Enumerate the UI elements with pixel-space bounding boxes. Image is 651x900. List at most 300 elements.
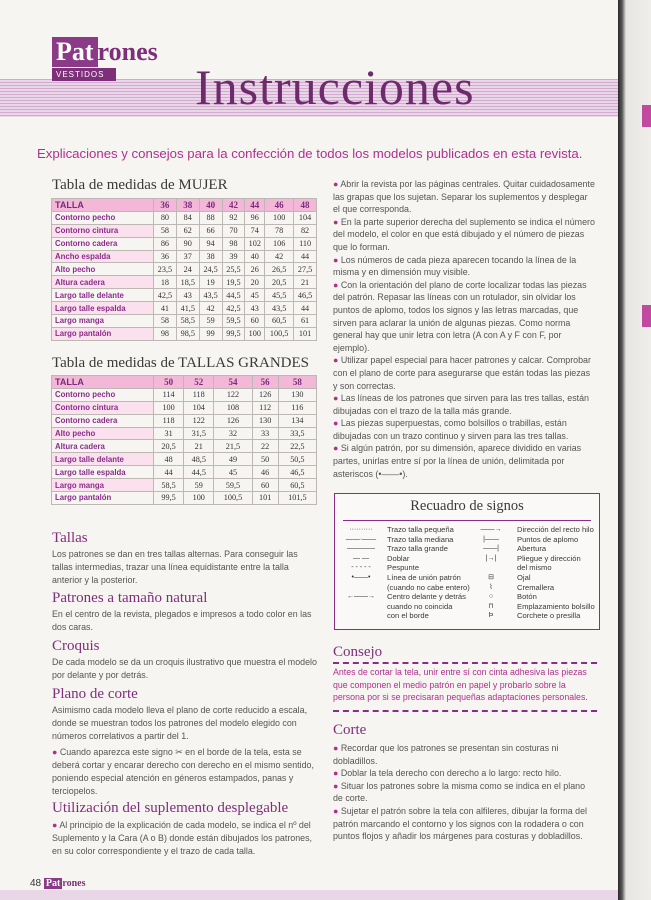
signo-symbol-icon: ————	[347, 545, 375, 553]
bullet-icon: ●	[333, 279, 341, 290]
cell-value: 126	[214, 414, 252, 427]
bullet-icon: ●	[333, 805, 341, 816]
cell-value: 49	[214, 453, 252, 466]
cell-value: 45,5	[265, 289, 294, 302]
signo-symbol-icon: ⊟	[488, 573, 494, 581]
signo-item	[341, 611, 470, 621]
signo-label: Corchete o presilla	[517, 611, 581, 621]
cell-value: 98,5	[176, 327, 199, 340]
cell-value: 60	[252, 479, 278, 492]
cell-value: 106	[265, 237, 294, 250]
table-row	[52, 388, 317, 401]
cell-value: 42,5	[154, 289, 177, 302]
cell-value: 37	[176, 250, 199, 263]
consejo-divider	[333, 710, 597, 712]
list-item-text: Las líneas de los patrones que sirven para las tres tallas, están dibujadas con el trazo de la talla más grande.	[333, 393, 589, 416]
bullet-icon: ●	[333, 355, 341, 366]
signo-label: Trazo talla mediana	[387, 534, 454, 544]
signo-symbol-icon: ○	[488, 593, 494, 601]
cell-value: 38	[199, 250, 222, 263]
cell-value: 33	[252, 427, 278, 440]
cell-value: 70	[222, 224, 245, 237]
cell-value: 41	[154, 302, 177, 315]
cell-value: 80	[154, 211, 177, 224]
cell-value: 20,5	[154, 440, 184, 453]
row-label: Contorno cadera	[52, 414, 154, 427]
list-item	[333, 354, 596, 392]
list-item	[333, 780, 596, 805]
bullet-icon: ●	[333, 443, 341, 454]
table-row	[52, 237, 317, 250]
cell-value: 41,5	[176, 302, 199, 315]
cell-value: 21	[294, 276, 317, 289]
list-item	[333, 254, 596, 279]
row-label: Contorno pecho	[52, 388, 154, 401]
signo-item	[471, 602, 595, 612]
cell-value: 36	[154, 199, 177, 212]
row-label: Largo pantalón	[52, 327, 154, 340]
table-row	[52, 492, 317, 505]
cell-value: 39	[222, 250, 245, 263]
row-label: Largo talle delante	[52, 453, 154, 466]
cell-value: 44	[294, 302, 317, 315]
signo-item	[341, 544, 470, 554]
cell-value: 42	[265, 250, 294, 263]
footer-brand-rest: rones	[62, 878, 86, 889]
list-item	[333, 216, 596, 254]
bullet-icon: ●	[333, 418, 341, 429]
table-row	[52, 440, 317, 453]
cell-value: 50	[154, 376, 184, 389]
bottom-band	[0, 890, 618, 900]
cell-value: 46,5	[294, 289, 317, 302]
tamano-text: En el centro de la revista, plegados e impresos a todo color en las dos caras.	[52, 609, 312, 632]
util-heading: Utilización del suplemento desplegable	[52, 800, 289, 816]
signos-left-list	[341, 525, 470, 621]
list-item-text: Sujetar el patrón sobre la tela con alfileres, dibujar la forma del patrón marcando el contorno y los signos con la rodadera o con puntos flojos y añadir los márgenes para costuras y dobladillos.	[333, 805, 587, 842]
signo-symbol-icon: •——•	[351, 573, 371, 581]
signo-symbol-icon: ←——→	[347, 593, 375, 601]
cell-value: 43,5	[199, 289, 222, 302]
cell-value: 48	[154, 453, 184, 466]
row-label: Largo talle delante	[52, 289, 154, 302]
cell-value: 118	[154, 414, 184, 427]
signo-label: Puntos de aplomo	[517, 534, 579, 544]
cell-value: 100,5	[214, 492, 252, 505]
cell-value: 104	[184, 401, 214, 414]
cell-value: 100	[245, 327, 265, 340]
signo-symbol-icon: ⊓	[488, 602, 494, 610]
signo-label: Emplazamiento bolsillo	[517, 601, 595, 611]
row-label: Contorno pecho	[52, 211, 154, 224]
list-item	[333, 805, 596, 843]
cell-value: 61	[294, 315, 317, 328]
croquis-heading: Croquis	[52, 638, 100, 654]
cell-value: 101,5	[278, 492, 316, 505]
cell-value: 122	[214, 388, 252, 401]
row-label: Largo manga	[52, 315, 154, 328]
cell-value: 99,5	[154, 492, 184, 505]
table-row	[52, 453, 317, 466]
signo-label: Botón	[517, 592, 537, 602]
signo-item	[341, 554, 470, 564]
table-row	[52, 250, 317, 263]
list-item	[333, 442, 596, 480]
bullet-icon: ●	[333, 743, 341, 753]
signo-item	[471, 611, 595, 621]
cell-value: 98	[154, 327, 177, 340]
cell-value: 46	[252, 466, 278, 479]
cell-value: 59,5	[214, 479, 252, 492]
list-item	[333, 742, 596, 767]
cell-value: 60,5	[278, 479, 316, 492]
cell-value: 20	[245, 276, 265, 289]
cell-value: 122	[184, 414, 214, 427]
table-row	[52, 414, 317, 427]
cell-value: 19,5	[222, 276, 245, 289]
cell-value: 40	[245, 250, 265, 263]
cell-value: 21	[184, 440, 214, 453]
cell-value: 42	[199, 302, 222, 315]
cell-value: 42,5	[222, 302, 245, 315]
signo-item	[471, 535, 595, 545]
util-text-body: Al principio de la explicación de cada modelo, se indica el nº del Suplemento y la Cara (A o B) donde están dibujados los patrones, en su color correspondiente y el trazo de cada talla.	[52, 820, 313, 856]
cell-value: 44,5	[222, 289, 245, 302]
brand-p: Pat	[52, 37, 98, 67]
cell-value: 23,5	[154, 263, 177, 276]
signo-label: Trazo talla pequeña	[387, 525, 454, 534]
cell-value: 31,5	[184, 427, 214, 440]
list-item	[333, 279, 596, 355]
signo-item	[341, 525, 470, 535]
cell-value: 96	[245, 211, 265, 224]
cell-value: 31	[154, 427, 184, 440]
bullet-icon: ●	[333, 768, 341, 779]
row-label: Largo manga	[52, 479, 154, 492]
cell-value: 58	[278, 376, 316, 389]
cell-value: 59,5	[222, 315, 245, 328]
cell-value: 104	[294, 211, 317, 224]
cell-value: 46,5	[278, 466, 316, 479]
signos-title: Recuadro de signos	[410, 498, 524, 514]
table-grandes	[51, 375, 317, 505]
list-item-text: Abrir la revista por las páginas centrales. Quitar cuidadosamente las grapas que los sujetan. Separar los suplementos y desplegar el que corresponda.	[333, 179, 595, 215]
signo-item	[341, 563, 470, 573]
list-item-text: Con la orientación del plano de corte localizar todas las piezas del patrón. Repasar las líneas con un rotulador, sin olvidar los puntos de aplomo, todos los signos y las letras marcadas, que sirven para aclarar la unión de algunas piezas. Como norma general hay que unir letra con letra (A con A y F con F, por ejemplo).	[333, 279, 587, 353]
consejo-text: Antes de cortar la tela, unir entre sí con cinta adhesiva las piezas que componen el medio patrón en papel y probarlo sobre la persona por si se precisaran pequeñas adaptaciones personales.	[333, 667, 588, 702]
page-title: Instrucciones	[195, 59, 475, 115]
table-row	[52, 466, 317, 479]
corte-list	[333, 742, 596, 843]
signo-symbol-icon: - - - - -	[351, 564, 371, 572]
cell-value: 43,5	[265, 302, 294, 315]
table-row	[52, 276, 317, 289]
footer-brand-p: Pat	[45, 878, 61, 889]
cell-value: 60	[245, 315, 265, 328]
cell-value: 24,5	[199, 263, 222, 276]
signo-item	[471, 525, 595, 535]
signo-symbol-icon: Þ	[488, 612, 494, 620]
cell-value: 18	[154, 276, 177, 289]
cell-value: 26,5	[265, 263, 294, 276]
cell-value: 20,5	[265, 276, 294, 289]
cell-value: 56	[252, 376, 278, 389]
row-label: Largo pantalón	[52, 492, 154, 505]
table-row	[52, 327, 317, 340]
cell-value: 62	[176, 224, 199, 237]
page-number: 48	[30, 878, 42, 889]
table-grandes-title: Tabla de medidas de TALLAS GRANDES	[52, 355, 310, 371]
row-label: Largo talle espalda	[52, 466, 154, 479]
cell-value: 82	[294, 224, 317, 237]
cell-value: 130	[278, 388, 316, 401]
cell-value: 21,5	[214, 440, 252, 453]
util-text	[52, 819, 319, 858]
signo-label: Ojal	[517, 572, 531, 582]
signo-symbol-icon: ——→	[480, 526, 502, 533]
bullet-icon: ●	[333, 780, 341, 791]
table-row	[52, 224, 317, 237]
table-row	[52, 315, 317, 328]
cell-value: 60,5	[265, 315, 294, 328]
row-label: Ancho espalda	[52, 250, 154, 263]
cell-value: 44	[294, 250, 317, 263]
cell-value: 98	[222, 237, 245, 250]
signo-item	[471, 563, 595, 573]
signos-box	[334, 493, 600, 630]
cell-value: 100	[265, 211, 294, 224]
table-row	[52, 427, 317, 440]
bullet-icon: ●	[52, 820, 60, 830]
instructions-list	[333, 178, 596, 480]
signo-label: cuando no coincida	[387, 601, 453, 611]
signo-label: con el borde	[387, 611, 429, 621]
row-label: Altura cadera	[52, 276, 154, 289]
cell-value: 44	[154, 466, 184, 479]
plano-bullet	[52, 746, 319, 798]
list-item	[333, 767, 596, 780]
signo-item	[341, 592, 470, 602]
cell-value: 59	[199, 315, 222, 328]
signo-symbol-icon: |——	[483, 535, 499, 543]
tallas-text: Los patrones se dan en tres tallas alternas. Para conseguir las tallas intermedias, trazar una línea equidistante entre la talla anterior y la posterior.	[52, 549, 298, 585]
signo-label: Cremallera	[517, 582, 555, 592]
row-label: TALLA	[52, 199, 154, 212]
brand-rest: rones	[97, 37, 158, 66]
cell-value: 130	[252, 414, 278, 427]
cell-value: 45	[245, 289, 265, 302]
signo-label: Abertura	[517, 544, 547, 554]
signo-item	[341, 602, 470, 612]
consejo-heading: Consejo	[333, 644, 383, 660]
cell-value: 92	[222, 211, 245, 224]
cell-value: 44,5	[184, 466, 214, 479]
cell-value: 19	[199, 276, 222, 289]
list-item	[333, 178, 596, 216]
cell-value: 48,5	[184, 453, 214, 466]
signo-symbol-icon: ——·——	[345, 535, 377, 543]
cell-value: 100,5	[265, 327, 294, 340]
cell-value: 101	[252, 492, 278, 505]
bullet-icon: ●	[333, 179, 341, 189]
table-row	[52, 263, 317, 276]
cell-value: 100	[184, 492, 214, 505]
plano-bullet-text: Cuando aparezca este signo ✂ en el borde de la tela, esta se deberá cortar y encarar derecho con derecho en el mismo sentido, poniendo especial atención en géneros estampados, panas y terciopelos.	[52, 747, 314, 796]
cell-value: 102	[245, 237, 265, 250]
signo-label: Trazo talla grande	[387, 544, 448, 554]
signo-item	[471, 544, 595, 554]
table-row	[52, 479, 317, 492]
bullet-icon: ●	[333, 216, 341, 227]
signo-label: (cuando no cabe entero)	[387, 582, 470, 592]
cell-value: 134	[278, 414, 316, 427]
cell-value: 58	[154, 315, 177, 328]
cell-value: 42	[222, 199, 245, 212]
list-item-text: Utilizar papel especial para hacer patrones y calcar. Comprobar con el plano de corte para asegurarse que están todas las piezas y son correctas.	[333, 355, 591, 391]
signo-item	[341, 535, 470, 545]
table-mujer	[51, 198, 317, 341]
croquis-text: De cada modelo se da un croquis ilustrativo que muestra el modelo por delante y por detrás.	[52, 657, 317, 680]
signo-symbol-icon: |→|	[485, 554, 497, 562]
signo-item	[471, 573, 595, 583]
cell-value: 27,5	[294, 263, 317, 276]
signo-symbol-icon: ——|	[483, 545, 499, 553]
bullet-icon: ●	[333, 393, 341, 404]
signo-symbol-icon: ··········	[349, 526, 373, 533]
row-label: Alto pecho	[52, 427, 154, 440]
list-item-text: Recordar que los patrones se presentan sin costuras ni dobladillos.	[333, 743, 559, 766]
table-row	[52, 211, 317, 224]
cell-value: 40	[199, 199, 222, 212]
list-item-text: Los números de cada pieza aparecen tocando la línea de la misma y en dimensión muy visible.	[333, 254, 577, 278]
list-item-text: En la parte superior derecha del suplemento se indica el número del modelo, el color en que está dibujado y el número de piezas que lo forman.	[333, 216, 595, 252]
signo-symbol-icon: ⌇	[489, 583, 493, 591]
cell-value: 26	[245, 263, 265, 276]
cell-value: 50	[252, 453, 278, 466]
list-item	[333, 392, 596, 417]
signo-label: Línea de unión patrón	[387, 572, 461, 582]
cell-value: 58,5	[176, 315, 199, 328]
plano-text: Asimismo cada modelo lleva el plano de corte reducido a escala, donde se muestran todos los patrones del modelo elegido con números correlativos a partir del 1.	[52, 705, 308, 741]
cell-value: 86	[154, 237, 177, 250]
cell-value: 54	[214, 376, 252, 389]
cell-value: 110	[294, 237, 317, 250]
bullet-icon: ●	[333, 254, 341, 265]
table-header	[52, 376, 317, 389]
list-item-text: Doblar la tela derecho con derecho a lo largo: recto hilo.	[340, 768, 562, 779]
cell-value: 44	[245, 199, 265, 212]
row-label: Contorno cadera	[52, 237, 154, 250]
cell-value: 45	[214, 466, 252, 479]
signos-divider	[343, 520, 591, 521]
page-subtitle: Explicaciones y consejos para la confección de todos los modelos publicados en esta revista.	[37, 146, 583, 161]
row-label: Largo talle espalda	[52, 302, 154, 315]
list-item-text: Si algún patrón, por su dimensión, aparece dividido en varias partes, unirlas entre sí por la línea de unión, delimitada por asteriscos (•——•).	[333, 443, 582, 479]
signo-label: del mismo	[517, 563, 552, 573]
cell-value: 59	[184, 479, 214, 492]
signo-label: Centro delante y detrás	[387, 592, 466, 602]
next-page-accent	[642, 105, 651, 127]
cell-value: 58,5	[154, 479, 184, 492]
list-item-text: Situar los patrones sobre la misma como se indica en el plano de corte.	[333, 780, 586, 804]
page-footer	[30, 878, 86, 889]
cell-value: 48	[294, 199, 317, 212]
signo-item	[341, 583, 470, 593]
consejo-divider	[333, 662, 597, 664]
bullet-icon: ●	[52, 747, 60, 757]
cell-value: 24	[176, 263, 199, 276]
cell-value: 100	[154, 401, 184, 414]
corte-heading: Corte	[333, 722, 367, 738]
cell-value: 108	[214, 401, 252, 414]
cell-value: 52	[184, 376, 214, 389]
brand-logo	[52, 37, 158, 81]
row-label: Contorno cintura	[52, 401, 154, 414]
cell-value: 84	[176, 211, 199, 224]
cell-value: 33,5	[278, 427, 316, 440]
plano-heading: Plano de corte	[52, 686, 138, 702]
cell-value: 50,5	[278, 453, 316, 466]
table-header	[52, 199, 317, 212]
list-item	[333, 417, 596, 442]
cell-value: 101	[294, 327, 317, 340]
cell-value: 118	[184, 388, 214, 401]
cell-value: 99	[199, 327, 222, 340]
cell-value: 90	[176, 237, 199, 250]
signo-item	[471, 554, 595, 564]
cell-value: 22	[252, 440, 278, 453]
row-label: Altura cadera	[52, 440, 154, 453]
next-page-edge	[618, 0, 651, 900]
next-page-accent	[642, 305, 651, 327]
cell-value: 126	[252, 388, 278, 401]
row-label: Contorno cintura	[52, 224, 154, 237]
cell-value: 58	[154, 224, 177, 237]
cell-value: 66	[199, 224, 222, 237]
tallas-heading: Tallas	[52, 530, 88, 546]
list-item-text: Las piezas superpuestas, como bolsillos o trabillas, están dibujadas con un trazo continuo y sirven para las tres tallas.	[333, 418, 569, 441]
cell-value: 94	[199, 237, 222, 250]
section-label: VESTIDOS	[52, 68, 116, 81]
cell-value: 18,5	[176, 276, 199, 289]
cell-value: 116	[278, 401, 316, 414]
signos-right-list	[471, 525, 595, 621]
cell-value: 99,5	[222, 327, 245, 340]
cell-value: 25,5	[222, 263, 245, 276]
tamano-heading: Patrones a tamaño natural	[52, 590, 208, 606]
cell-value: 46	[265, 199, 294, 212]
table-mujer-title: Tabla de medidas de MUJER	[52, 177, 228, 193]
signo-symbol-icon: — —	[353, 554, 369, 562]
signo-label: Doblar	[387, 553, 410, 563]
row-label: Alto pecho	[52, 263, 154, 276]
signo-item	[341, 573, 470, 583]
cell-value: 36	[154, 250, 177, 263]
cell-value: 43	[176, 289, 199, 302]
cell-value: 22,5	[278, 440, 316, 453]
table-row	[52, 401, 317, 414]
signo-label: Pespunte	[387, 563, 420, 573]
signo-item	[471, 583, 595, 593]
cell-value: 38	[176, 199, 199, 212]
signo-label: Dirección del recto hilo	[517, 525, 594, 534]
cell-value: 74	[245, 224, 265, 237]
row-label: TALLA	[52, 376, 154, 389]
signo-label: Pliegue y dirección	[517, 553, 581, 563]
cell-value: 112	[252, 401, 278, 414]
cell-value: 78	[265, 224, 294, 237]
cell-value: 32	[214, 427, 252, 440]
